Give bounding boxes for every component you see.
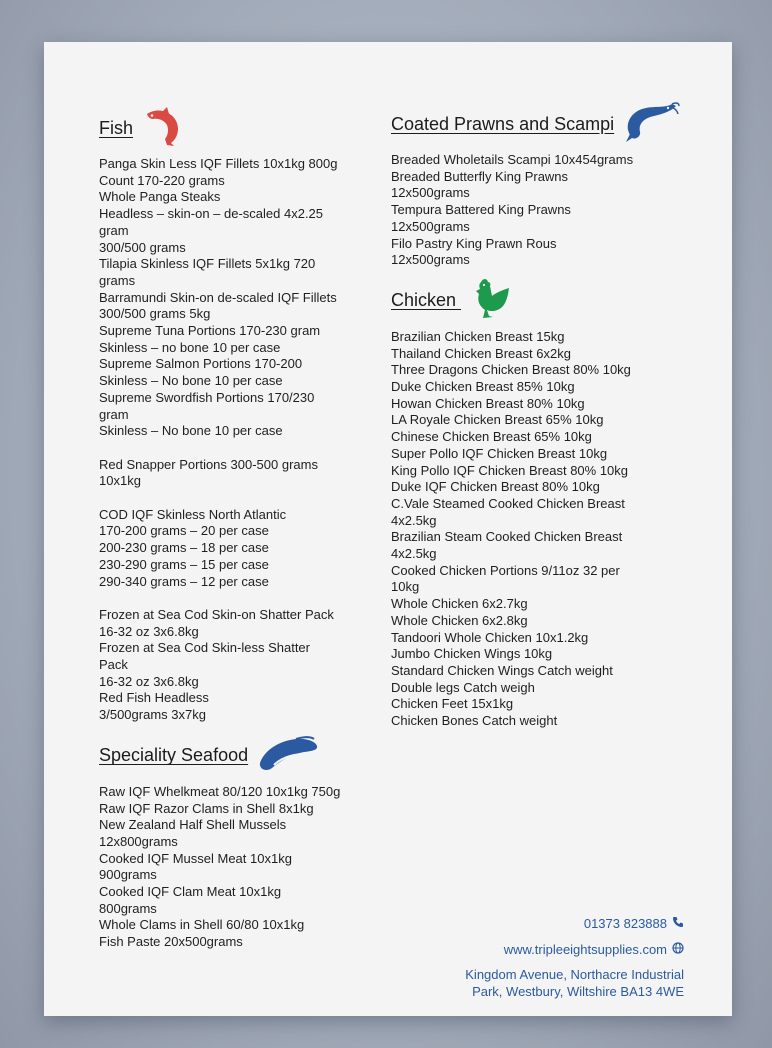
prawns-title: Coated Prawns and Scampi	[391, 113, 615, 134]
list-item: Frozen at Sea Cod Skin-on Shatter Pack	[99, 606, 334, 622]
list-item: 16-32 oz 3x6.8kg	[99, 673, 199, 689]
list-item: Super Pollo IQF Chicken Breast 10kg	[391, 445, 608, 461]
list-item: Chicken Feet 15x1kg	[391, 696, 514, 712]
list-item: Panga Skin Less IQF Fillets 10x1kg 800g	[99, 156, 338, 171]
globe-icon	[672, 942, 684, 959]
list-item: Tempura Battered King Prawns	[391, 202, 571, 218]
list-item: Whole Clams in Shell 60/80 10x1kg	[99, 917, 305, 933]
speciality-item-list	[99, 784, 369, 951]
list-item: 900grams	[99, 867, 157, 883]
price-list-sheet	[44, 42, 732, 1016]
list-item: Pack	[99, 657, 128, 673]
mussel-icon	[256, 733, 320, 778]
list-item: Cooked IQF Mussel Meat 10x1kg	[99, 850, 292, 866]
list-item: Jumbo Chicken Wings 10kg	[391, 646, 553, 662]
list-item: Frozen at Sea Cod Skin-less Shatter	[99, 640, 310, 656]
address-line-1: Kingdom Avenue, Northacre Industrial	[465, 967, 684, 982]
list-item: Three Dragons Chicken Breast 80% 10kg	[391, 362, 631, 378]
list-item: Cooked Chicken Portions 9/11oz 32 per	[391, 562, 620, 578]
list-item: Standard Chicken Wings Catch weight	[391, 662, 613, 678]
list-item: 170-200 grams – 20 per case	[99, 523, 269, 539]
list-item: Skinless – No bone 10 per case	[99, 423, 283, 439]
list-item: Duke IQF Chicken Breast 80% 10kg	[391, 479, 600, 495]
list-item: 12x800grams	[99, 833, 178, 849]
list-item: Breaded Wholetails Scampi 10x454grams	[391, 152, 634, 167]
list-item: gram	[99, 406, 129, 422]
list-item: Thailand Chicken Breast 6x2kg	[391, 345, 571, 361]
list-item: 300/500 grams 5kg	[99, 306, 211, 322]
list-item: Raw IQF Razor Clams in Shell 8x1kg	[99, 800, 314, 816]
list-item: 3/500grams 3x7kg	[99, 707, 206, 723]
list-item	[99, 440, 369, 457]
list-item: 16-32 oz 3x6.8kg	[99, 623, 199, 639]
list-item: New Zealand Half Shell Mussels	[99, 817, 287, 833]
fish-title: Fish	[99, 117, 134, 138]
list-item: Headless – skin-on – de-scaled 4x2.25	[99, 206, 324, 222]
list-item: gram	[99, 222, 129, 238]
prawns-item-list	[391, 152, 691, 269]
list-item: Brazilian Steam Cooked Chicken Breast	[391, 529, 623, 545]
list-item: Whole Chicken 6x2.7kg	[391, 596, 528, 612]
phone-icon	[672, 916, 684, 933]
list-item: 12x500grams	[391, 252, 470, 268]
list-item: Fish Paste 20x500grams	[99, 934, 243, 950]
list-item: 230-290 grams – 15 per case	[99, 556, 269, 572]
list-item: 12x500grams	[391, 218, 470, 234]
list-item: 4x2.5kg	[391, 546, 437, 562]
address	[465, 967, 684, 1000]
fish-heading	[99, 106, 369, 150]
speciality-title: Speciality Seafood	[99, 745, 249, 766]
right-column	[391, 102, 691, 730]
left-column	[99, 106, 369, 951]
address-line-2: Park, Westbury, Wiltshire BA13 4WE	[472, 983, 684, 999]
list-item: Barramundi Skin-on de-scaled IQF Fillets	[99, 289, 337, 305]
list-item: 300/500 grams	[99, 239, 186, 255]
phone-number[interactable]: 01373 823888	[583, 916, 667, 931]
list-item: Filo Pastry King Prawn Rous	[391, 235, 557, 251]
list-item: Cooked IQF Clam Meat 10x1kg	[99, 884, 282, 900]
list-item: Howan Chicken Breast 80% 10kg	[391, 395, 585, 411]
list-item: Raw IQF Whelkmeat 80/120 10x1kg 750g	[99, 783, 341, 799]
list-item: Chinese Chicken Breast 65% 10kg	[391, 429, 592, 445]
list-item: LA Royale Chicken Breast 65% 10kg	[391, 412, 604, 428]
list-item: 200-230 grams – 18 per case	[99, 540, 269, 556]
list-item: 10x1kg	[99, 473, 141, 489]
website-link[interactable]: www.tripleeightsupplies.com	[503, 941, 667, 957]
prawns-heading	[391, 102, 691, 146]
speciality-heading	[99, 734, 369, 778]
fish-icon	[141, 104, 185, 153]
chicken-icon	[469, 276, 513, 325]
list-item: Breaded Butterfly King Prawns	[391, 168, 569, 184]
list-item: 800grams	[99, 900, 157, 916]
list-item: 290-340 grams – 12 per case	[99, 573, 269, 589]
list-item: Double legs Catch weigh	[391, 679, 535, 695]
contact-footer	[465, 916, 684, 1000]
list-item: Whole Panga Steaks	[99, 189, 221, 205]
list-item: 10kg	[391, 579, 420, 595]
list-item: Skinless – No bone 10 per case	[99, 373, 283, 389]
chicken-title: Chicken	[391, 290, 462, 311]
chicken-heading	[391, 279, 691, 323]
list-item: Whole Chicken 6x2.8kg	[391, 612, 528, 628]
list-item: Brazilian Chicken Breast 15kg	[391, 328, 565, 344]
list-item: Supreme Swordfish Portions 170/230	[99, 389, 315, 405]
list-item: COD IQF Skinless North Atlantic	[99, 506, 287, 522]
list-item: King Pollo IQF Chicken Breast 80% 10kg	[391, 462, 629, 478]
chicken-item-list	[391, 329, 691, 730]
list-item: Red Fish Headless	[99, 690, 209, 706]
list-item: Chicken Bones Catch weight	[391, 713, 558, 729]
list-item	[99, 590, 369, 607]
list-item: Red Snapper Portions 300-500 grams	[99, 456, 318, 472]
list-item: Supreme Tuna Portions 170-230 gram	[99, 323, 321, 339]
fish-item-list	[99, 156, 369, 724]
list-item: Tilapia Skinless IQF Fillets 5x1kg 720	[99, 256, 316, 272]
list-item: 4x2.5kg	[391, 512, 437, 528]
list-item: Tandoori Whole Chicken 10x1.2kg	[391, 629, 589, 645]
list-item: Duke Chicken Breast 85% 10kg	[391, 379, 575, 395]
list-item	[99, 490, 369, 507]
list-item: Count 170-220 grams	[99, 172, 225, 188]
list-item: 12x500grams	[391, 185, 470, 201]
list-item: Supreme Salmon Portions 170-200	[99, 356, 303, 372]
list-item: Skinless – no bone 10 per case	[99, 339, 281, 355]
prawn-icon	[622, 100, 680, 149]
list-item: C.Vale Steamed Cooked Chicken Breast	[391, 495, 625, 511]
list-item: grams	[99, 272, 136, 288]
